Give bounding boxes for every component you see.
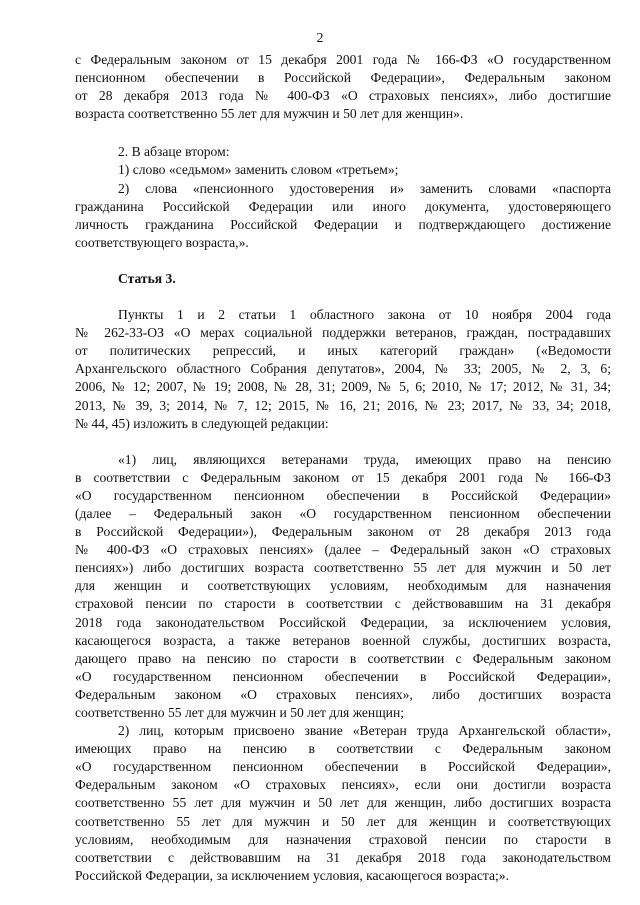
text-line: Федеральным законом «О страховых пенсиях», либо достигших возраста: [75, 686, 611, 702]
text-line: условиям, необходимым для назначения страховой пенсии по старости в: [75, 831, 611, 847]
text-line: 2013, № 39, 3; 2014, № 7, 12; 2015, № 16, 21; 2016, № 23; 2017, № 33, 34; 2018,: [75, 397, 611, 413]
text-line: 2018 года законодательством Российской Федерации, за исключением условия,: [75, 614, 611, 630]
text-line: соответствующего возраста,».: [75, 234, 249, 250]
text-line: имеющих право на пенсию в соответствии с Федеральным законом: [75, 741, 611, 757]
text-line: № 400-ФЗ «О страховых пенсиях» (далее – Федеральный закон «О страховых: [75, 542, 611, 558]
text-line: соответствии с действовавшим на 31 декабря 2018 года законодательством: [75, 849, 611, 865]
text-line: (далее – Федеральный закон «О государственном пенсионном обеспечении: [75, 505, 611, 521]
text-line: страховой пенсии по старости в соответствии с действовавшим на 31 декабря: [75, 596, 611, 612]
text-line: № 44, 45) изложить в следующей редакции:: [75, 415, 329, 431]
text-line: Архангельского областного Собрания депутатов», 2004, № 33; 2005, № 2, 3, 6;: [75, 361, 611, 377]
text-line: 2) лиц, которым присвоено звание «Ветеран труда Архангельской области»,: [118, 723, 611, 739]
text-line: пенсионном обеспечении в Российской Федерации», Федеральным законом: [75, 70, 611, 86]
text-line: дающего право на пенсию по старости в соответствии с Федеральным законом: [75, 650, 611, 666]
text-line: 2. В абзаце втором:: [118, 144, 230, 160]
text-line: соответственно 55 лет для мужчин и 50 лет для женщин и соответствующих: [75, 813, 611, 829]
paragraph-continuation: [75, 51, 611, 123]
text-line: Пункты 1 и 2 статьи 1 областного закона от 10 ноября 2004 года: [118, 307, 611, 323]
text-line: № 262-33-ОЗ «О мерах социальной поддержки ветеранов, граждан, пострадавших: [75, 325, 611, 341]
text-line: соответственно 55 лет для мужчин и 50 лет для женщин;: [75, 705, 405, 720]
paragraph-amendments: [75, 143, 611, 252]
text-line: от 28 декабря 2013 года № 400-ФЗ «О страховых пенсиях», либо достигшие: [75, 88, 611, 104]
page-number: 2: [316, 31, 324, 46]
text-line: с Федеральным законом от 15 декабря 2001 года № 166-ФЗ «О государственном: [75, 52, 611, 67]
article-heading: Статья 3.: [118, 270, 176, 286]
text-line: в соответствии с Федеральным законом от 15 декабря 2001 года № 166-ФЗ: [75, 469, 611, 485]
text-line: пенсиях») либо достигших возраста соответственно 55 лет для мужчин и 50 лет: [75, 560, 611, 576]
paragraph-new-edition: [75, 451, 611, 885]
text-line: 2006, № 12; 2007, № 19; 2008, № 28, 31; 2009, № 5, 6; 2010, № 17; 2012, № 31, 34;: [75, 379, 611, 395]
text-line: в Российской Федерации»), Федеральным законом от 28 декабря 2013 года: [75, 524, 611, 540]
text-line: касающегося возраста, а также ветеранов военной службы, достигших возраста,: [75, 632, 611, 648]
text-line: соответственно 55 лет для мужчин и 50 лет для женщин, либо достигших возраста: [75, 795, 611, 811]
text-line: «О государственном пенсионном обеспечении в Российской Федерации»,: [75, 759, 611, 775]
text-line: возраста соответственно 55 лет для мужчин и 50 лет для женщин».: [75, 106, 464, 122]
text-line: от политических репрессий, и иных категорий граждан» («Ведомости: [75, 343, 611, 359]
text-line: «О государственном пенсионном обеспечении в Российской Федерации»: [75, 487, 611, 503]
text-line: Федеральным законом «О страховых пенсиях», если они достигли возраста: [75, 777, 611, 793]
text-line: для женщин и соответствующих условиям, необходимым для назначения: [75, 578, 611, 594]
text-line: Российской Федерации, за исключением условия, касающегося возраста;».: [75, 867, 509, 883]
text-line: 1) слово «седьмом» заменить словом «третьем»;: [118, 162, 399, 178]
text-line: 2) слова «пенсионного удостоверения и» заменить словами «паспорта: [118, 180, 611, 196]
paragraph-article-3-intro: [75, 306, 611, 433]
text-line: гражданина Российской Федерации или иного документа, удостоверяющего: [75, 198, 611, 214]
text-line: «О государственном пенсионном обеспечении в Российской Федерации»,: [75, 668, 611, 684]
text-line: «1) лиц, являющихся ветеранами труда, имеющих право на пенсию: [118, 451, 611, 467]
text-line: личность гражданина Российской Федерации и подтверждающего достижение: [75, 216, 611, 232]
document-body: [75, 51, 611, 885]
